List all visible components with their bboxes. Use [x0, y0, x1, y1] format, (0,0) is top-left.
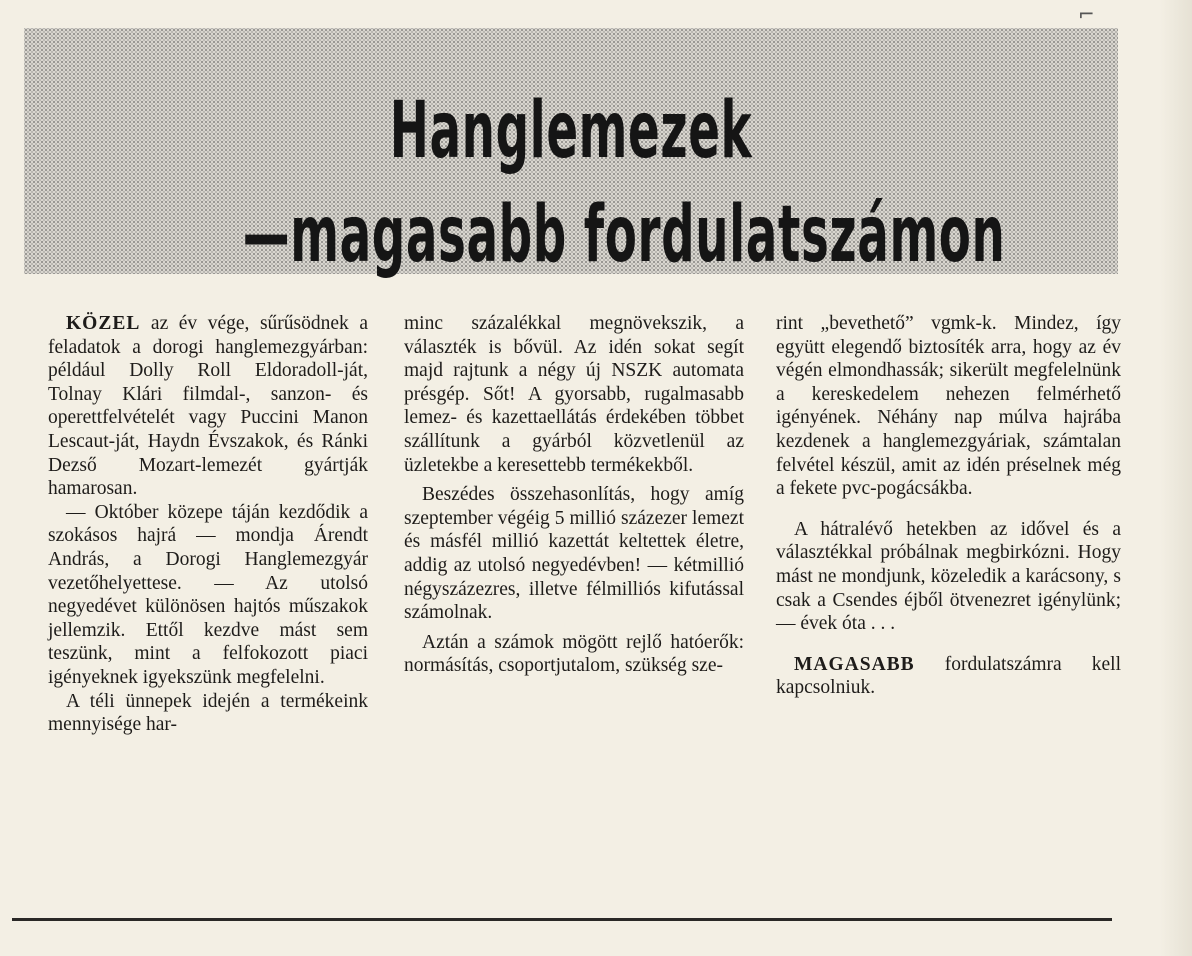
paragraph-text: A hátralévő hetekben az idővel és a választékkal próbálnak megbirkózni. Hogy mást ne mondjunk, közeledik a karácsony, s csak a Csendes éjből ötvenezret igénylünk; — évek óta . . . — [776, 518, 1121, 635]
bottom-divider — [12, 918, 1112, 921]
lead-word: MAGASABB — [794, 653, 915, 675]
article-paragraph — [48, 690, 368, 737]
corner-mark: ⌐ — [1078, 2, 1095, 26]
paragraph-text: Beszédes összehasonlítás, hogy amíg szeptember végéig 5 millió százezer lemezt és másfél millió kazettát keltettek életre, addig az utolsó negyedévben! — kétmillió négyszázezres, illetve félmilliós kifutással számolnak. — [404, 484, 744, 624]
article-column-1 — [48, 312, 368, 737]
headline-line-2: —magasabb fordulatszámon — [242, 190, 1006, 280]
paragraph-text: rint „bevethető” vgmk-k. Mindez, így együtt elegendő biztosíték arra, hogy az év végén elmondhassák; sikerült megfelelnünk a kereskedelem nehezen felmérhető igényének. Néhány nap múlva hajrába kezdenek a hanglemezgyáriak, számtalan felvétel készül, amit az idén préselnek még a fekete pvc-pogácsákba. — [776, 313, 1121, 500]
article-paragraph — [776, 312, 1121, 501]
paragraph-text: minc százalékkal megnövekszik, a választék is bővül. Az idén sokat segít majd rajtunk a négy új NSZK automata présgép. Sőt! A gyorsabb, rugalmasabb lemez- és kazettaellátás érdekében többet szállítunk a gyárból közvetlenül az üzletekbe a keresettebb termékekből. — [404, 313, 744, 476]
page-edge — [1160, 0, 1192, 956]
article-column-2 — [404, 312, 744, 678]
article-paragraph — [404, 631, 744, 678]
article-paragraph — [776, 518, 1121, 636]
paragraph-text: az év vége, sűrűsödnek a feladatok a dorogi hanglemezgyárban: például Dolly Roll Eldoradoll-ját, Tolnay Klári filmdal-, sanzon- és operettfelvételét vagy Puccini Manon Lescaut-ját, Haydn Évszakok, és Ránki Dezső Mozart-lemezét gyártják hamarosan. — [48, 313, 368, 500]
paragraph-text: — Október közepe táján kezdődik a szokásos hajrá — mondja Árendt András, a Dorogi Hanglemezgyár vezetőhelyettese. — Az utolsó negyedévet különösen hajtós műszakok jellemzik. Ettől kezdve mást sem teszünk, mint a felfokozott piaci igényeknek igyekszünk megfelelni. — [48, 501, 368, 688]
paragraph-text: Aztán a számok mögött rejlő hatóerők: normásítás, csoportjutalom, szükség sze- — [404, 631, 744, 677]
paragraph-text: A téli ünnepek idején a termékeink mennyisége har- — [48, 690, 368, 736]
lead-word: KÖZEL — [66, 313, 141, 334]
article-column-3 — [776, 312, 1121, 700]
paragraph-text: fordulatszámra kell kapcsolniuk. — [776, 653, 1121, 699]
article-paragraph — [48, 312, 368, 501]
article-paragraph — [48, 501, 368, 690]
headline-box — [24, 28, 1118, 280]
headline-line-1: Hanglemezek — [389, 86, 753, 176]
article-paragraph — [776, 653, 1121, 700]
article-paragraph — [404, 483, 744, 625]
article-paragraph — [404, 312, 744, 477]
